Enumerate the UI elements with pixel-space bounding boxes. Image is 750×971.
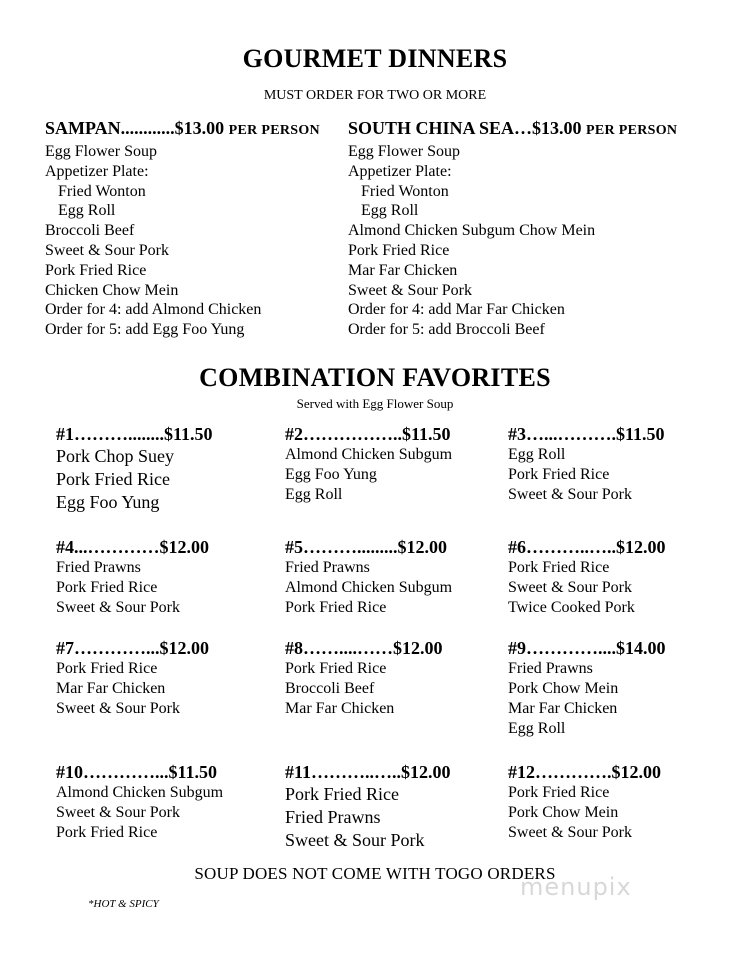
combo-5-item: Pork Fried Rice bbox=[285, 599, 387, 616]
south-china-sea-item: Egg Roll bbox=[361, 202, 419, 220]
combo-12 bbox=[508, 761, 661, 843]
combo-9 bbox=[508, 637, 666, 739]
south-china-sea-name: SOUTH CHINA SEA…$13.00 bbox=[348, 118, 582, 138]
combo-2 bbox=[285, 423, 452, 505]
combo-8-item: Mar Far Chicken bbox=[285, 700, 395, 717]
south-china-sea-header bbox=[348, 117, 677, 142]
combo-3-item: Pork Fried Rice bbox=[508, 466, 610, 483]
combo-12-item: Pork Chow Mein bbox=[508, 804, 619, 821]
combo-2-item: Egg Foo Yung bbox=[285, 466, 377, 483]
combo-5 bbox=[285, 536, 452, 618]
combination-title: COMBINATION FAVORITES bbox=[199, 363, 551, 392]
combo-6-item: Sweet & Sour Pork bbox=[508, 579, 632, 596]
combo-1-header: #1………........$11.50 bbox=[56, 424, 213, 444]
combo-8 bbox=[285, 637, 443, 719]
combo-5-item: Almond Chicken Subgum bbox=[285, 579, 453, 596]
combo-12-item: Pork Fried Rice bbox=[508, 784, 610, 801]
sampan-item: Order for 5: add Egg Foo Yung bbox=[45, 321, 245, 339]
combo-10-item: Almond Chicken Subgum bbox=[56, 784, 224, 801]
combo-9-item: Mar Far Chicken bbox=[508, 700, 618, 717]
combo-7-header: #7…………...$12.00 bbox=[56, 638, 209, 658]
combo-6-item: Pork Fried Rice bbox=[508, 559, 610, 576]
combination-subtitle: Served with Egg Flower Soup bbox=[296, 396, 454, 411]
sampan-menu bbox=[45, 117, 320, 340]
sampan-item: Broccoli Beef bbox=[45, 222, 135, 240]
combo-6-header: #6………..…..$12.00 bbox=[508, 537, 666, 557]
combo-2-item: Almond Chicken Subgum bbox=[285, 446, 453, 463]
combo-8-header: #8……....……$12.00 bbox=[285, 638, 443, 658]
combo-7-item: Mar Far Chicken bbox=[56, 680, 166, 697]
combo-7 bbox=[56, 637, 209, 719]
combo-6 bbox=[508, 536, 666, 618]
togo-notice: SOUP DOES NOT COME WITH TOGO ORDERS bbox=[194, 864, 556, 883]
combo-10 bbox=[56, 761, 223, 843]
combo-1-item: Pork Chop Suey bbox=[56, 446, 175, 466]
combo-3 bbox=[508, 423, 665, 505]
gourmet-subtitle: MUST ORDER FOR TWO OR MORE bbox=[263, 88, 487, 103]
south-china-sea-per-person: PER PERSON bbox=[586, 123, 678, 138]
gourmet-title: GOURMET DINNERS bbox=[242, 44, 508, 73]
sampan-item: Sweet & Sour Pork bbox=[45, 241, 169, 259]
combo-1-item: Pork Fried Rice bbox=[56, 469, 170, 489]
south-china-sea-item: Almond Chicken Subgum Chow Mein bbox=[348, 222, 596, 240]
combo-4-item: Sweet & Sour Pork bbox=[56, 599, 180, 616]
combo-4 bbox=[56, 536, 209, 618]
combo-10-item: Pork Fried Rice bbox=[56, 824, 158, 841]
south-china-sea-menu bbox=[348, 117, 677, 340]
south-china-sea-item: Order for 4: add Mar Far Chicken bbox=[348, 301, 565, 319]
combo-9-item: Fried Prawns bbox=[508, 660, 593, 677]
combo-3-header: #3…...……….$11.50 bbox=[508, 424, 665, 444]
combo-12-item: Sweet & Sour Pork bbox=[508, 824, 632, 841]
combo-7-item: Pork Fried Rice bbox=[56, 660, 158, 677]
combo-8-item: Broccoli Beef bbox=[285, 680, 375, 697]
combo-11 bbox=[285, 761, 451, 852]
combo-3-item: Sweet & Sour Pork bbox=[508, 486, 632, 503]
combo-12-header: #12………….$12.00 bbox=[508, 762, 661, 782]
south-china-sea-item: Pork Fried Rice bbox=[348, 241, 450, 259]
combo-1 bbox=[56, 423, 213, 514]
combo-10-item: Sweet & Sour Pork bbox=[56, 804, 180, 821]
sampan-item: Pork Fried Rice bbox=[45, 261, 147, 279]
south-china-sea-item: Mar Far Chicken bbox=[348, 261, 458, 279]
watermark-logo: menupix bbox=[520, 873, 632, 901]
combo-8-item: Pork Fried Rice bbox=[285, 660, 387, 677]
combo-4-item: Fried Prawns bbox=[56, 559, 141, 576]
sampan-item: Egg Roll bbox=[58, 202, 116, 220]
sampan-item: Fried Wonton bbox=[58, 182, 146, 200]
combo-5-header: #5……….........$12.00 bbox=[285, 537, 447, 557]
combo-5-item: Fried Prawns bbox=[285, 559, 370, 576]
south-china-sea-item: Sweet & Sour Pork bbox=[348, 281, 472, 299]
combo-11-header: #11………..…..$12.00 bbox=[285, 762, 451, 782]
sampan-name: SAMPAN............$13.00 bbox=[45, 118, 225, 138]
combo-4-header: #4...…………$12.00 bbox=[56, 537, 209, 557]
sampan-header bbox=[45, 117, 320, 142]
combo-9-item: Egg Roll bbox=[508, 720, 566, 737]
combo-2-item: Egg Roll bbox=[285, 486, 343, 503]
combo-11-item: Pork Fried Rice bbox=[285, 784, 399, 804]
combo-11-item: Fried Prawns bbox=[285, 807, 381, 827]
hot-spicy-note: *HOT & SPICY bbox=[88, 898, 159, 910]
south-china-sea-item: Egg Flower Soup bbox=[348, 143, 460, 160]
combo-3-item: Egg Roll bbox=[508, 446, 566, 463]
south-china-sea-item: Fried Wonton bbox=[361, 182, 449, 200]
sampan-item: Egg Flower Soup bbox=[45, 143, 157, 160]
combo-2-header: #2……………..$11.50 bbox=[285, 424, 451, 444]
combo-6-item: Twice Cooked Pork bbox=[508, 599, 635, 616]
combo-7-item: Sweet & Sour Pork bbox=[56, 700, 180, 717]
south-china-sea-item: Appetizer Plate: bbox=[348, 162, 452, 180]
sampan-item: Order for 4: add Almond Chicken bbox=[45, 301, 262, 319]
combo-10-header: #10…………...$11.50 bbox=[56, 762, 218, 782]
combo-9-item: Pork Chow Mein bbox=[508, 680, 619, 697]
combo-11-item: Sweet & Sour Pork bbox=[285, 830, 425, 850]
combo-9-header: #9…………....$14.00 bbox=[508, 638, 666, 658]
sampan-per-person: PER PERSON bbox=[228, 123, 320, 138]
combo-1-item: Egg Foo Yung bbox=[56, 492, 160, 512]
sampan-item: Appetizer Plate: bbox=[45, 162, 149, 180]
south-china-sea-item: Order for 5: add Broccoli Beef bbox=[348, 321, 545, 339]
combo-4-item: Pork Fried Rice bbox=[56, 579, 158, 596]
sampan-item: Chicken Chow Mein bbox=[45, 281, 179, 299]
